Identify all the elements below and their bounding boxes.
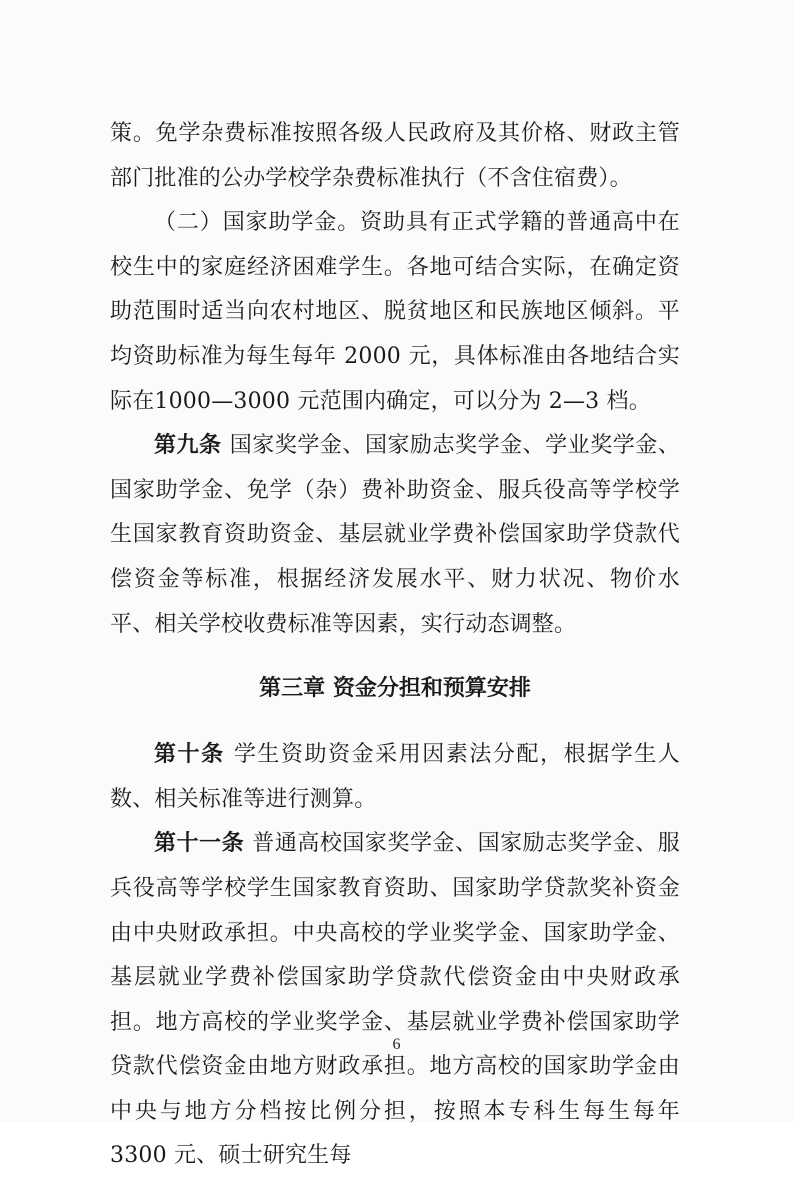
paragraph-article-9 xyxy=(110,424,680,647)
paragraph-article-11 xyxy=(110,822,680,1179)
paragraph-continuation xyxy=(110,112,680,201)
document-body xyxy=(110,112,680,1179)
paragraph-article-10 xyxy=(110,733,680,822)
page-number: 6 xyxy=(392,1036,401,1053)
paragraph-text: 学生资助资金采用因素法分配，根据学生人数、相关标准等进行测算。 xyxy=(110,742,680,812)
paragraph-text: 国家奖学金、国家励志奖学金、学业奖学金、国家助学金、免学（杂）费补助资金、服兵役高等学校学生国家教育资助资金、基层就业学费补偿国家助学贷款代偿资金等标准，根据经济发展水平、财力状况、物价水平、相关学校收费标准等因素，实行动态调整。 xyxy=(110,433,680,637)
article-number: 第十条 xyxy=(154,742,234,768)
paragraph-text: 策。免学杂费标准按照各级人民政府及其价格、财政主管部门批准的公办学校学杂费标准执行（不含住宿费）。 xyxy=(110,121,680,191)
article-number: 第十一条 xyxy=(154,831,253,857)
paragraph-text: （二）国家助学金。资助具有正式学籍的普通高中在校生中的家庭经济困难学生。各地可结合实际，在确定资助范围时适当向农村地区、脱贫地区和民族地区倾斜。平均资助标准为每生每年 2000 元，具体标准由各地结合实际在1000—3000 元范围内确定，可以分为 2—3 档。 xyxy=(110,210,680,414)
chapter-heading: 第三章 资金分担和预算安排 xyxy=(259,676,531,702)
article-number: 第九条 xyxy=(154,433,230,459)
paragraph-national-grant xyxy=(110,201,680,424)
paragraph-text: 普通高校国家奖学金、国家励志奖学金、服兵役高等学校学生国家教育资助、国家助学贷款奖补资金由中央财政承担。中央高校的学业奖学金、国家助学金、基层就业学费补偿国家助学贷款代偿资金由中央财政承担。地方高校的学业奖学金、基层就业学费补偿国家助学贷款代偿资金由地方财政承担。地方高校的国家助学金由中央与地方分档按比例分担，按照本专科生每生每年 3300 元、硕士研究生每 xyxy=(110,831,680,1169)
